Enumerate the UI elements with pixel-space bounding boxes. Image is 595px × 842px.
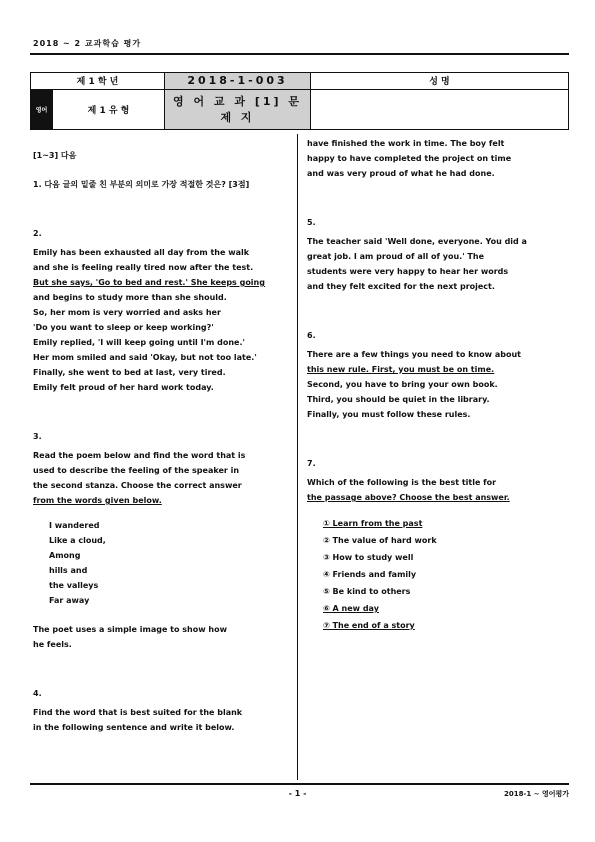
poem-line: Like a cloud,: [49, 536, 106, 545]
info-table: [30, 72, 569, 130]
text-line: Emily replied, 'I will keep going until I'm done.': [33, 338, 245, 347]
text-line: he feels.: [33, 640, 72, 649]
question-7-body: [307, 475, 571, 505]
left-column: [33, 148, 291, 735]
right-column: [307, 136, 571, 634]
text-line: The teacher said 'Well done, everyone. You did a: [307, 237, 527, 246]
row-label: 영어: [31, 89, 53, 129]
text-line: Her mom smiled and said 'Okay, but not too late.': [33, 353, 257, 362]
answer-option[interactable]: ③ How to study well: [323, 553, 414, 562]
text-line: in the following sentence and write it below.: [33, 723, 235, 732]
text-line: The poet uses a simple image to show how: [33, 625, 227, 634]
text-line: So, her mom is very worried and asks her: [33, 308, 221, 317]
text-line: Which of the following is the best title for: [307, 478, 497, 487]
text-line: and she is feeling really tired now after the test.: [33, 263, 254, 272]
text-line: Emily has been exhausted all day from the walk: [33, 248, 250, 257]
question-6-number: 6.: [307, 331, 316, 340]
text-line: great job. I am proud of all of you.' The: [307, 252, 484, 261]
text-line: But she says, 'Go to bed and rest.' She keeps going: [33, 278, 265, 287]
name-field[interactable]: [311, 89, 569, 129]
question-3-number: 3.: [33, 432, 42, 441]
poem-line: hills and: [49, 566, 88, 575]
answer-option[interactable]: ⑤ Be kind to others: [323, 587, 411, 596]
question-2-number: 2.: [33, 229, 42, 238]
exam-code: 2018-1-003: [165, 73, 311, 90]
footer-rule: [30, 783, 569, 785]
text-line: have finished the work in time. The boy felt: [307, 139, 505, 148]
poem-block: [49, 518, 291, 608]
instruction: 1. 다음 글의 밑줄 친 부분의 의미로 가장 적절한 것은? [3점]: [33, 180, 250, 189]
page-number: - 1 -: [288, 789, 307, 798]
text-line: Read the poem below and find the word that is: [33, 451, 246, 460]
question-7-number: 7.: [307, 459, 316, 468]
subject-title: 영 어 교 과 [1] 문 제 지: [165, 89, 311, 129]
question-6-body: [307, 347, 571, 422]
answer-option[interactable]: ⑦ The end of a story: [323, 621, 415, 630]
text-line: the second stanza. Choose the correct answer: [33, 481, 242, 490]
text-line: Second, you have to bring your own book.: [307, 380, 498, 389]
text-line: and begins to study more than she should.: [33, 293, 227, 302]
name-label: 성 명: [311, 73, 569, 90]
question-5-number: 5.: [307, 218, 316, 227]
answer-option[interactable]: ① Learn from the past: [323, 519, 423, 528]
text-line: students were very happy to hear her words: [307, 267, 509, 276]
text-line: Find the word that is best suited for the blank: [33, 708, 243, 717]
grade-label: 제 1 학 년: [31, 73, 165, 90]
text-line: from the words given below.: [33, 496, 162, 505]
text-line: and was very proud of what he had done.: [307, 169, 495, 178]
poem-line: Far away: [49, 596, 90, 605]
poem-line: the valleys: [49, 581, 99, 590]
text-line: Finally, you must follow these rules.: [307, 410, 471, 419]
text-line: used to describe the feeling of the speaker in: [33, 466, 240, 475]
text-line: There are a few things you need to know about: [307, 350, 521, 359]
poem-line: I wandered: [49, 521, 100, 530]
question-5-body: [307, 234, 571, 294]
text-line: happy to have completed the project on time: [307, 154, 512, 163]
text-line: Emily felt proud of her hard work today.: [33, 383, 214, 392]
text-line: the passage above? Choose the best answer.: [307, 493, 510, 502]
text-line: 'Do you want to sleep or keep working?': [33, 323, 214, 332]
question-3-body: [33, 448, 291, 508]
question-2-body: [33, 245, 291, 395]
column-divider: [297, 134, 298, 780]
footer-right-text: 2018-1 ~ 영어평가: [503, 790, 569, 798]
text-line: Third, you should be quiet in the library.: [307, 395, 490, 404]
text-line: this new rule. First, you must be on time.: [307, 365, 495, 374]
page-header: 2018 ~ 2 교과학습 평가: [33, 39, 142, 48]
question-4-body: [33, 705, 291, 735]
question-4-number: 4.: [33, 689, 42, 698]
answer-option[interactable]: ⑥ A new day: [323, 604, 379, 613]
text-line: and they felt excited for the next project.: [307, 282, 495, 291]
answer-option[interactable]: ④ Friends and family: [323, 570, 417, 579]
text-line: Finally, she went to bed at last, very tired.: [33, 368, 226, 377]
answer-options: [323, 515, 571, 634]
section-label: [1~3] 다음: [33, 151, 77, 160]
type-label: 제 1 유 형: [53, 89, 165, 129]
header-rule: [30, 53, 569, 55]
poem-line: Among: [49, 551, 81, 560]
answer-option[interactable]: ② The value of hard work: [323, 536, 437, 545]
